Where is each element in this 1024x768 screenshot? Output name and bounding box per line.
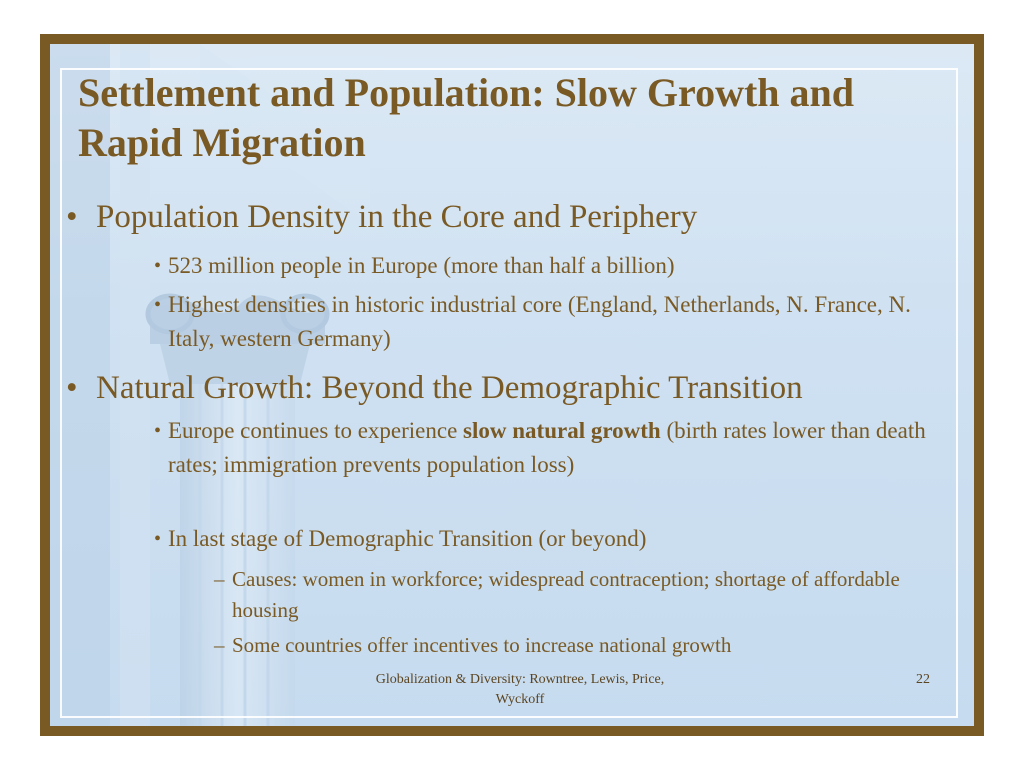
bullet-level3-incentives (214, 630, 932, 661)
bullet-dot: • (154, 528, 162, 550)
bullet-level2-last-stage (154, 522, 938, 556)
bullet-dot: • (66, 370, 78, 406)
slide-content (50, 44, 974, 726)
slide-title: Settlement and Population: Slow Growth and Rapid Migration (78, 70, 855, 165)
bullet-text: Natural Growth: Beyond the Demographic Transition (96, 370, 803, 406)
bullet-text-after: (birth rates lower than death rates; immigration prevents population loss) (168, 418, 926, 477)
dash-marker: – (214, 633, 225, 657)
bullet-text: Some countries offer incentives to increase national growth (232, 633, 732, 657)
bullet-level1-population-density (58, 198, 697, 236)
bullet-level1-natural-growth (58, 369, 803, 407)
bullet-level2-europe-population (154, 249, 938, 283)
bullet-text: 523 million people in Europe (more than half a billion) (168, 253, 675, 278)
slide-frame (40, 34, 984, 736)
bullet-text: Population Density in the Core and Periphery (96, 199, 698, 235)
bullet-level2-highest-densities (154, 288, 938, 356)
bullet-dot: • (154, 420, 162, 442)
bullet-level3-causes (214, 564, 932, 626)
bullet-dot: • (66, 199, 78, 235)
bullet-text: In last stage of Demographic Transition (or beyond) (168, 526, 647, 551)
page-number: 22 (916, 672, 930, 687)
bullet-dot: • (154, 255, 162, 277)
bullet-dot: • (154, 294, 162, 316)
bullet-text: Highest densities in historic industrial core (England, Netherlands, N. France, N. Italy, western Germany) (168, 292, 911, 351)
dash-marker: – (214, 567, 225, 591)
bullet-text: Causes: women in workforce; widespread contraception; shortage of affordable housing (232, 567, 900, 622)
bullet-text-bold: slow natural growth (463, 418, 661, 443)
bullet-level2-slow-natural-growth (154, 414, 938, 482)
bullet-text-before: Europe continues to experience (168, 418, 464, 443)
footer-source: Globalization & Diversity: Rowntree, Lewis, Price, Wyckoff (375, 672, 665, 707)
